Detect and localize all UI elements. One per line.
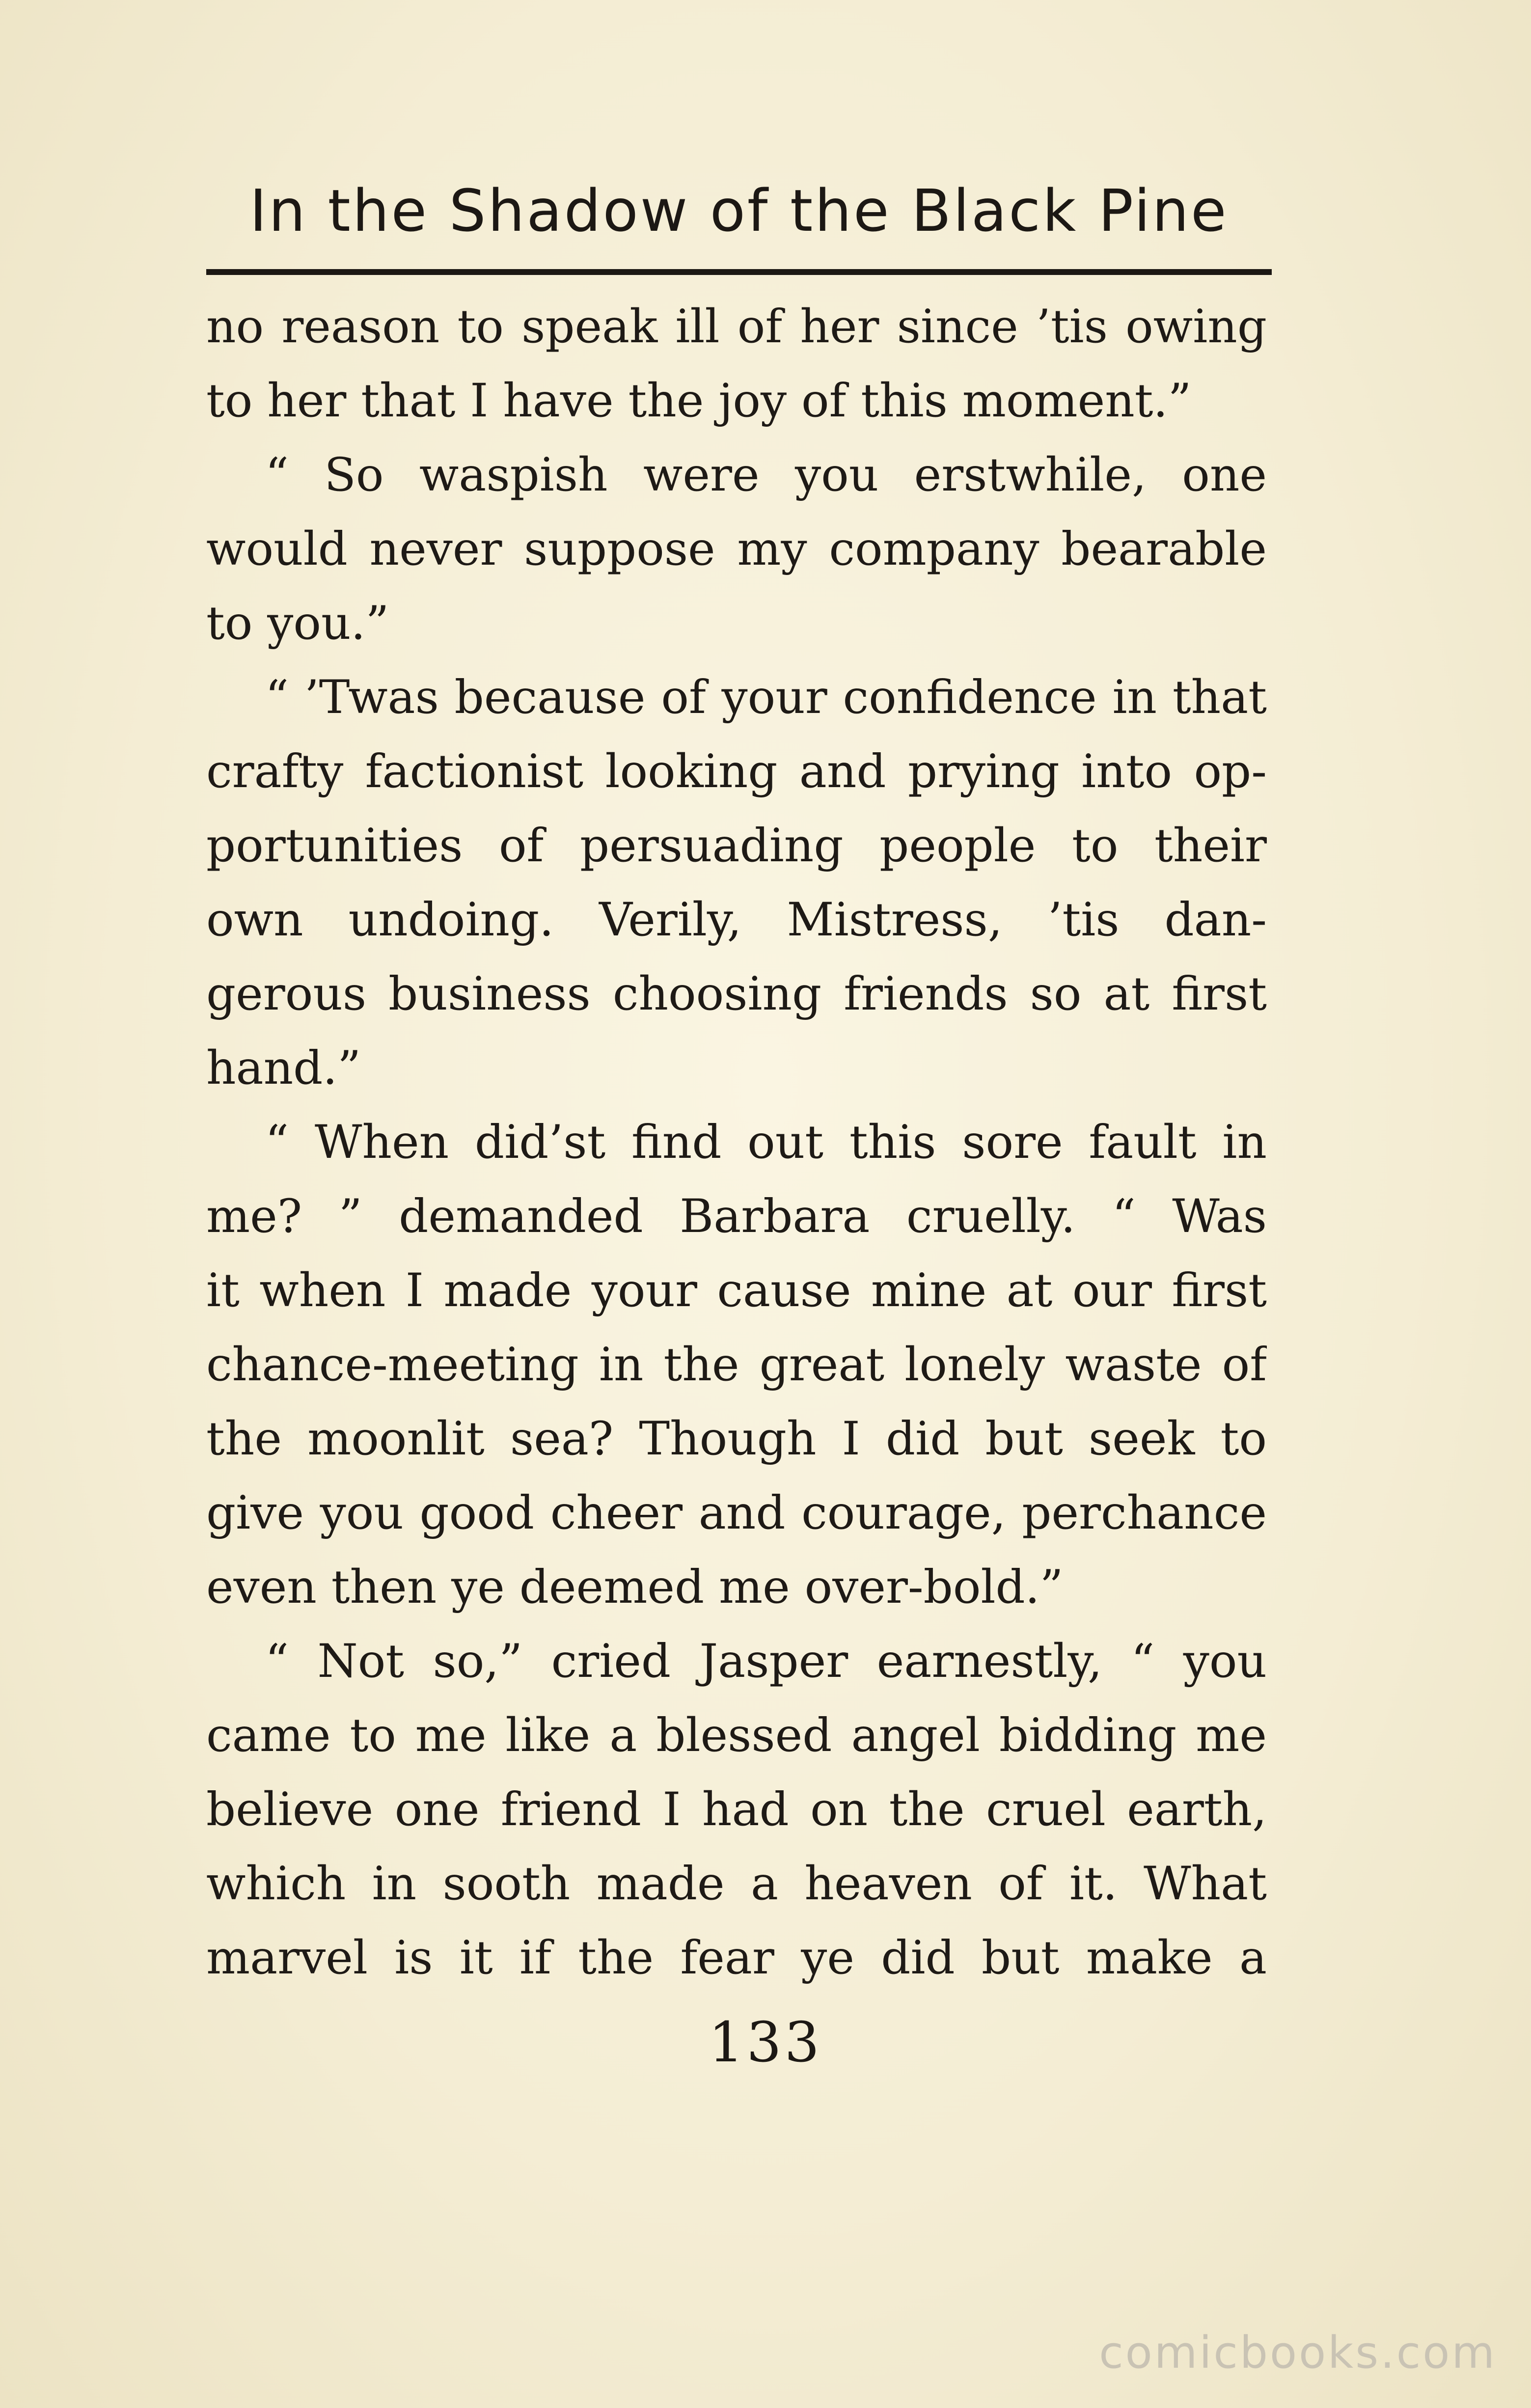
text-line: chance-meeting in the great lonely waste of bbox=[206, 1338, 1267, 1392]
text-line: which in sooth made a heaven of it. What bbox=[206, 1857, 1267, 1911]
text-line: “ So waspish were you erstwhile, one bbox=[265, 448, 1267, 502]
text-line: “ Not so,” cried Jasper earnestly, “ you bbox=[265, 1635, 1267, 1688]
text-line: portunities of persuading people to their bbox=[206, 819, 1267, 873]
text-line: crafty factionist looking and prying into op- bbox=[206, 745, 1267, 798]
text-line: the moonlit sea? Though I did but seek to bbox=[206, 1412, 1267, 1466]
text-line: it when I made your cause mine at our first bbox=[206, 1264, 1267, 1317]
text-line: gerous business choosing friends so at first bbox=[206, 967, 1267, 1021]
text-line: to her that I have the joy of this moment.” bbox=[206, 374, 1192, 428]
page-number: 133 bbox=[709, 2011, 822, 2075]
body-text bbox=[206, 290, 1267, 1995]
text-line: believe one friend I had on the cruel earth, bbox=[206, 1783, 1267, 1836]
header-rule bbox=[206, 269, 1272, 275]
watermark-text: comicbooks.com bbox=[1099, 2327, 1497, 2379]
running-head-title: In the Shadow of the Black Pine bbox=[249, 177, 1229, 245]
text-line: came to me like a blessed angel bidding me bbox=[206, 1709, 1267, 1762]
text-line: to you.” bbox=[206, 597, 389, 650]
text-line: own undoing. Verily, Mistress, ’tis dan- bbox=[206, 893, 1267, 947]
text-line: “ ’Twas because of your confidence in that bbox=[265, 671, 1267, 724]
text-line: even then ye deemed me over-bold.” bbox=[206, 1560, 1064, 1614]
text-line: me? ” demanded Barbara cruelly. “ Was bbox=[206, 1190, 1267, 1243]
text-line: would never suppose my company bearable bbox=[206, 522, 1267, 576]
text-line: give you good cheer and courage, perchance bbox=[206, 1486, 1267, 1540]
text-line: no reason to speak ill of her since ’tis owing bbox=[206, 300, 1267, 354]
text-line: “ When did’st find out this sore fault in bbox=[265, 1116, 1267, 1169]
text-line: marvel is it if the fear ye did but make a bbox=[206, 1931, 1267, 1985]
text-line: hand.” bbox=[206, 1041, 361, 1095]
